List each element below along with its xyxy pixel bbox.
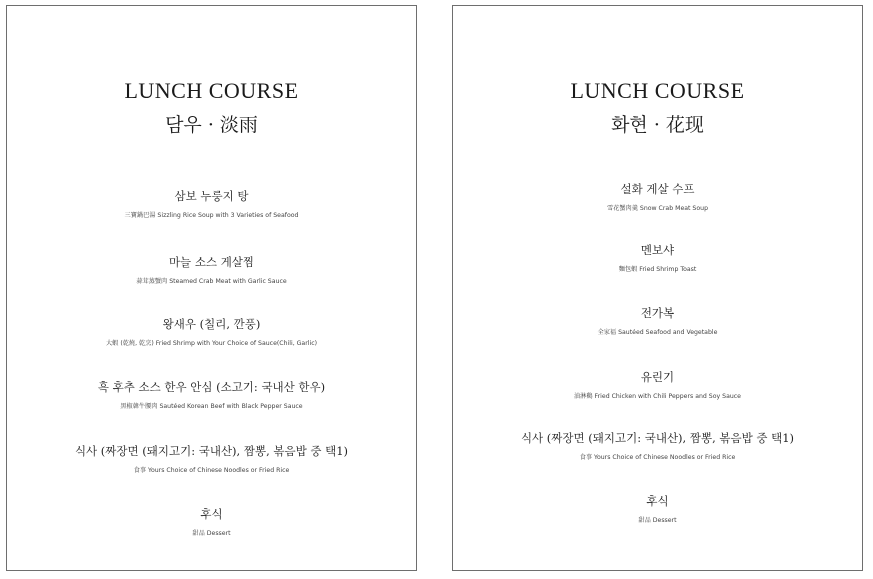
dish-description: 大蝦 (乾燒, 乾烹) Fried Shrimp with Your Choice of Sauce(Chili, Garlic): [105, 340, 318, 347]
dish-korean-name: 흑 후추 소스 한우 안심 (소고기: 국내산 한우): [97, 380, 326, 394]
course-name: 담우 · 淡雨: [165, 114, 258, 136]
dish-korean-name: 설화 게살 수프: [620, 182, 695, 196]
dish-korean-name: 왕새우 (칠리, 깐풍): [162, 317, 261, 331]
dish-item: [7, 188, 416, 219]
dish-item: [7, 379, 416, 410]
dish-description: 食事 Yours Choice of Chinese Noodles or Fried Rice: [133, 467, 290, 474]
dish-description: 食事 Yours Choice of Chinese Noodles or Fried Rice: [579, 454, 736, 461]
dish-description: 黑椒韓牛腰肉 Sautéed Korean Beef with Black Pepper Sauce: [120, 403, 303, 410]
dish-korean-name: 식사 (짜장면 (돼지고기: 국내산), 짬뽕, 볶음밥 중 택1): [520, 431, 795, 445]
dish-item: [453, 430, 862, 461]
dish-item: [453, 181, 862, 212]
menu-card-left: [6, 5, 417, 571]
course-title: LUNCH COURSE: [124, 78, 299, 103]
dish-item: [453, 305, 862, 336]
dish-korean-name: 후식: [200, 507, 223, 521]
dish-description: 甜品 Dessert: [638, 517, 677, 524]
dish-description: 甜品 Dessert: [192, 530, 231, 537]
menu-card-right: [452, 5, 863, 571]
course-title: LUNCH COURSE: [570, 78, 745, 103]
dish-description: 麵包蝦 Fried Shrimp Toast: [618, 266, 697, 273]
dish-item: [453, 493, 862, 524]
dish-item: [7, 443, 416, 474]
dish-description: 三寶鍋巴湯 Sizzling Rice Soup with 3 Varieties of Seafood: [124, 212, 299, 219]
dish-item: [453, 242, 862, 273]
dish-korean-name: 식사 (짜장면 (돼지고기: 국내산), 짬뽕, 볶음밥 중 택1): [74, 444, 349, 458]
dish-description: 全家福 Sautéed Seafood and Vegetable: [597, 329, 718, 336]
dish-item: [7, 254, 416, 285]
dish-korean-name: 삼보 누룽지 탕: [174, 189, 249, 203]
dish-korean-name: 전가복: [640, 306, 675, 320]
dish-korean-name: 마늘 소스 게살찜: [168, 255, 255, 269]
dish-description: 蒜茸蒸蟹肉 Steamed Crab Meat with Garlic Sauce: [136, 278, 287, 285]
dish-item: [7, 506, 416, 537]
dish-description: 油淋鷄 Fried Chicken with Chili Peppers and Soy Sauce: [574, 393, 741, 400]
course-name: 화현 · 花现: [611, 114, 704, 136]
dish-korean-name: 후식: [646, 494, 669, 508]
dish-korean-name: 유린기: [640, 370, 675, 384]
dish-description: 雪花蟹肉羹 Snow Crab Meat Soup: [606, 205, 708, 212]
dish-korean-name: 멘보샤: [640, 243, 675, 257]
dish-item: [453, 369, 862, 400]
dish-item: [7, 316, 416, 347]
